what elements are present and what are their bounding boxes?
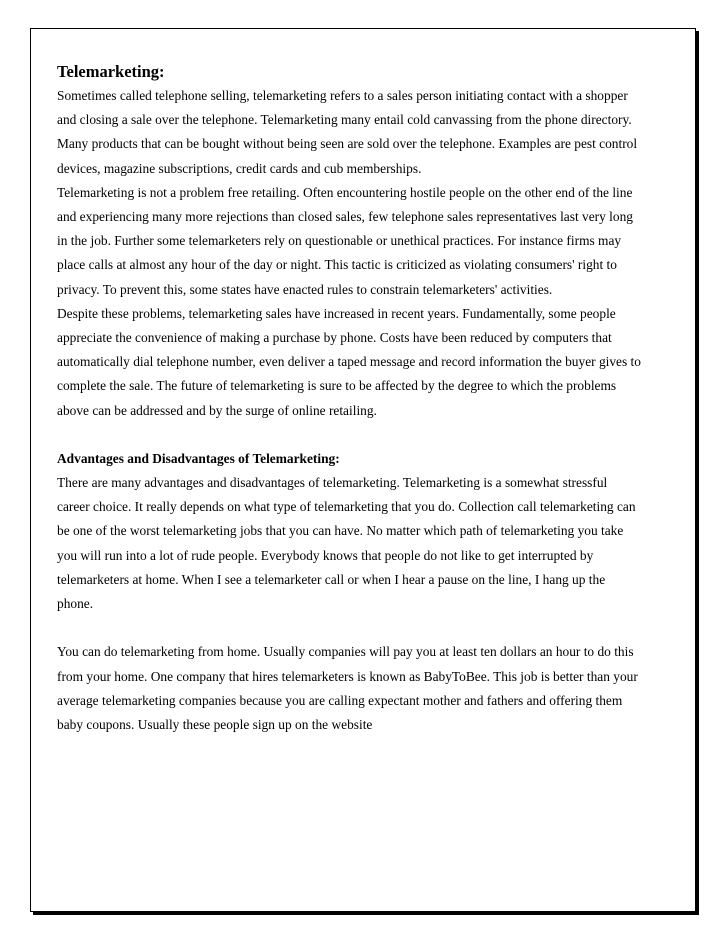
paragraph-spacer: [57, 616, 642, 640]
section-title-telemarketing: Telemarketing:: [57, 62, 165, 81]
document-body: [57, 60, 642, 737]
section-spacer: [57, 423, 642, 447]
paragraph: You can do telemarketing from home. Usually companies will pay you at least ten dollars an hour to do this from your home. One company that hires telemarketers is known as BabyToBee. This job is better than your average telemarketing companies because you are calling expectant mother and fathers and offering them baby coupons. Usually these people sign up on the website: [57, 644, 638, 733]
paragraph: Despite these problems, telemarketing sales have increased in recent years. Fundamentally, some people appreciate the convenience of making a purchase by phone. Costs have been reduced by computers that automatically dial telephone number, even deliver a taped message and record information the buyer gives to complete the sale. The future of telemarketing is sure to be affected by the degree to which the problems above can be addressed and by the surge of online retailing.: [57, 305, 641, 418]
paragraph: There are many advantages and disadvantages of telemarketing. Telemarketing is a somewhat stressful career choice. It really depends on what type of telemarketing that you do. Collection call telemarketing can be one of the worst telemarketing jobs that you can have. No matter which path of telemarketing you take you will run into a lot of rude people. Everybody knows that people do not like to get interrupted by telemarketers at home. When I see a telemarketer call or when I hear a pause on the line, I hang up the phone.: [57, 475, 636, 612]
section-title-advantages: Advantages and Disadvantages of Telemarketing:: [57, 451, 340, 467]
paragraph: Sometimes called telephone selling, telemarketing refers to a sales person initiating contact with a shopper and closing a sale over the telephone. Telemarketing many entail cold canvassing from the phone directory. Many products that can be bought without being seen are sold over the telephone. Examples are pest control devices, magazine subscriptions, credit cards and cub memberships.: [57, 88, 638, 176]
paragraph: Telemarketing is not a problem free retailing. Often encountering hostile people on the other end of the line and experiencing many more rejections than closed sales, few telephone sales representatives last very long in the job. Further some telemarketers rely on questionable or unethical practices. For instance firms may place calls at almost any hour of the day or night. This tactic is criticized as violating consumers' right to privacy. To prevent this, some states have enacted rules to constrain telemarketers' activities.: [57, 184, 633, 297]
